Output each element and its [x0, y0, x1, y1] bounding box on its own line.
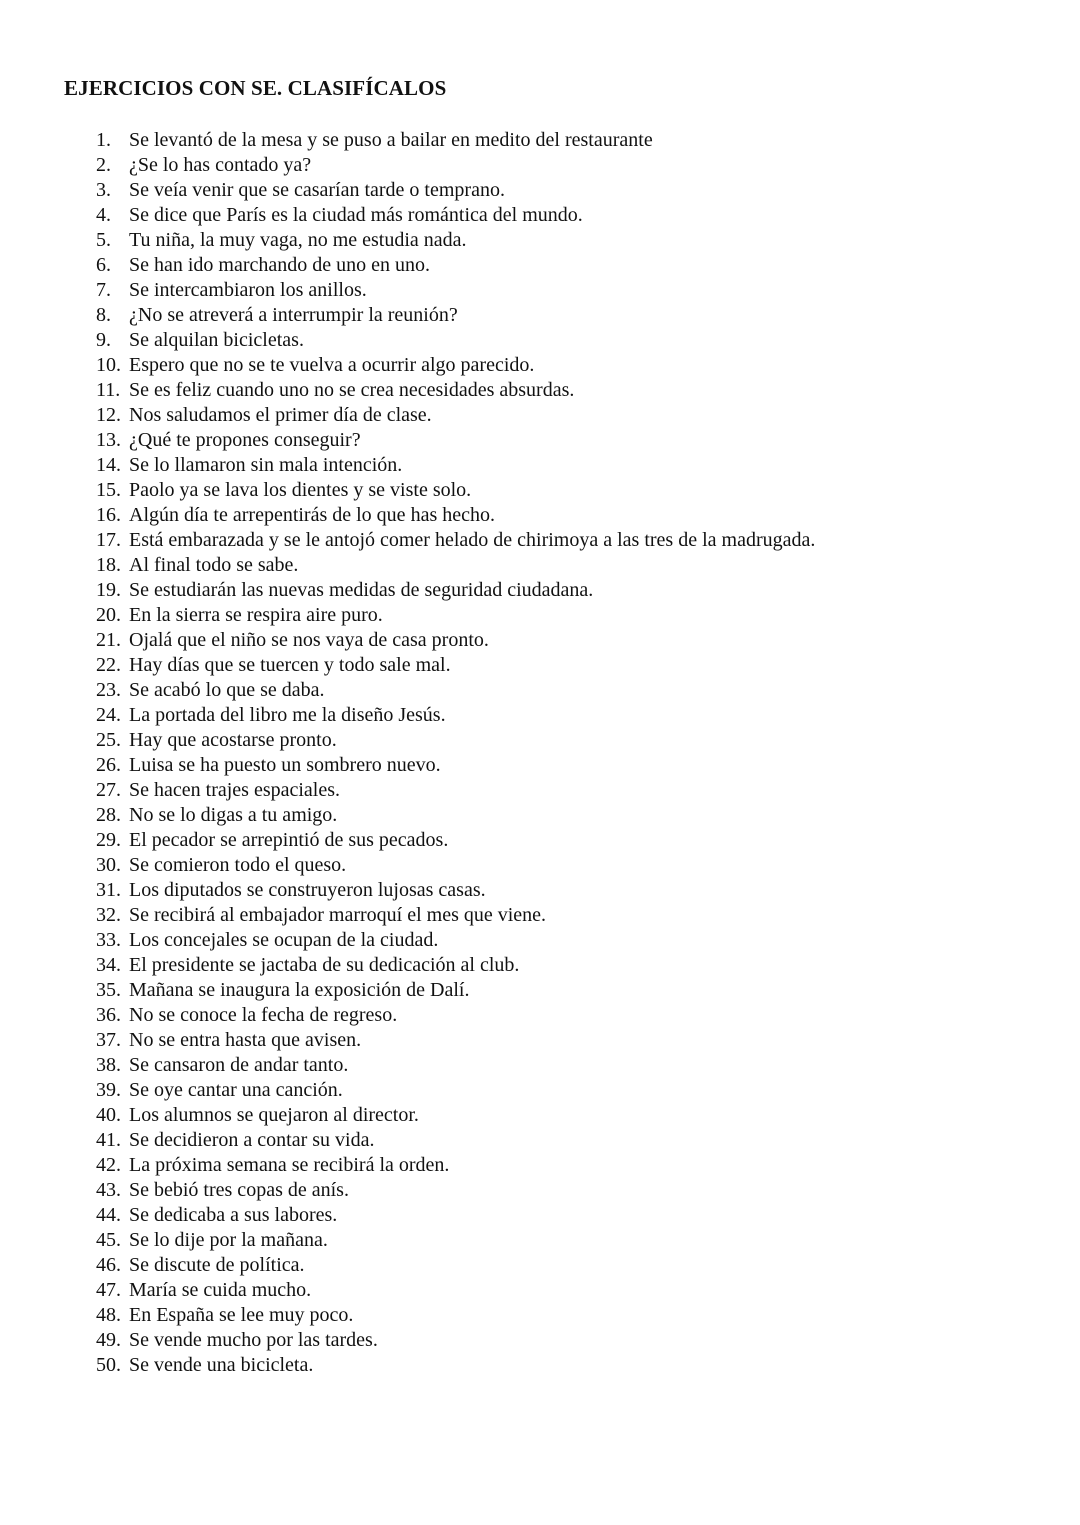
item-number: 41.: [96, 1129, 121, 1151]
list-item: [96, 1353, 815, 1378]
item-number: 39.: [96, 1079, 121, 1101]
list-item: [96, 1128, 815, 1153]
list-item: [96, 453, 815, 478]
item-number: 25.: [96, 729, 121, 751]
item-number: 48.: [96, 1304, 121, 1326]
list-item: [96, 553, 815, 578]
item-number: 29.: [96, 829, 121, 851]
list-item: [96, 828, 815, 853]
item-text: Se alquilan bicicletas.: [129, 329, 304, 351]
item-number: 28.: [96, 804, 121, 826]
item-number: 15.: [96, 479, 121, 501]
item-text: Los alumnos se quejaron al director.: [129, 1104, 419, 1126]
item-text: Se hacen trajes espaciales.: [129, 779, 341, 801]
list-item: [96, 528, 815, 553]
item-number: 37.: [96, 1029, 121, 1051]
list-item: [96, 1203, 815, 1228]
item-text: Se lo llamaron sin mala intención.: [129, 454, 403, 476]
item-text: Se veía venir que se casarían tarde o temprano.: [129, 179, 505, 201]
item-text: Se bebió tres copas de anís.: [129, 1179, 349, 1201]
list-item: [96, 853, 815, 878]
item-text: Al final todo se sabe.: [129, 554, 299, 576]
item-number: 19.: [96, 579, 121, 601]
list-item: [96, 728, 815, 753]
list-item: [96, 403, 815, 428]
item-text: La próxima semana se recibirá la orden.: [129, 1154, 450, 1176]
item-number: 34.: [96, 954, 121, 976]
list-item: [96, 903, 815, 928]
list-item: [96, 628, 815, 653]
item-number: 10.: [96, 354, 121, 376]
item-number: 43.: [96, 1179, 121, 1201]
item-text: Paolo ya se lava los dientes y se viste solo.: [129, 479, 472, 501]
item-number: 22.: [96, 654, 121, 676]
list-item: [96, 1278, 815, 1303]
item-text: ¿Se lo has contado ya?: [129, 154, 312, 176]
list-item: [96, 1003, 815, 1028]
list-item: [96, 1178, 815, 1203]
list-item: [96, 1078, 815, 1103]
list-item: [96, 703, 815, 728]
item-number: 32.: [96, 904, 121, 926]
item-text: Se dedicaba a sus labores.: [129, 1204, 338, 1226]
item-number: 44.: [96, 1204, 121, 1226]
item-text: Está embarazada y se le antojó comer helado de chirimoya a las tres de la madrugada.: [129, 529, 816, 551]
item-number: 38.: [96, 1054, 121, 1076]
item-text: Luisa se ha puesto un sombrero nuevo.: [129, 754, 441, 776]
item-number: 21.: [96, 629, 121, 651]
list-item: [96, 253, 815, 278]
list-item: [96, 128, 815, 153]
item-text: Se es feliz cuando uno no se crea necesidades absurdas.: [129, 379, 575, 401]
item-number: 36.: [96, 1004, 121, 1026]
item-number: 4.: [96, 204, 111, 226]
item-number: 42.: [96, 1154, 121, 1176]
item-number: 6.: [96, 254, 111, 276]
item-text: Mañana se inaugura la exposición de Dalí.: [129, 979, 470, 1001]
item-number: 46.: [96, 1254, 121, 1276]
item-number: 9.: [96, 329, 111, 351]
item-text: En España se lee muy poco.: [129, 1304, 354, 1326]
item-text: Se intercambiaron los anillos.: [129, 279, 367, 301]
item-number: 33.: [96, 929, 121, 951]
list-item: [96, 1103, 815, 1128]
item-text: Espero que no se te vuelva a ocurrir algo parecido.: [129, 354, 535, 376]
list-item: [96, 753, 815, 778]
item-text: Se decidieron a contar su vida.: [129, 1129, 375, 1151]
item-text: Se comieron todo el queso.: [129, 854, 347, 876]
list-item: [96, 228, 815, 253]
list-item: [96, 278, 815, 303]
item-number: 35.: [96, 979, 121, 1001]
item-number: 2.: [96, 154, 111, 176]
item-text: No se entra hasta que avisen.: [129, 1029, 362, 1051]
item-number: 27.: [96, 779, 121, 801]
item-text: Algún día te arrepentirás de lo que has hecho.: [129, 504, 495, 526]
item-text: Se han ido marchando de uno en uno.: [129, 254, 431, 276]
list-item: [96, 603, 815, 628]
item-number: 23.: [96, 679, 121, 701]
list-item: [96, 878, 815, 903]
item-number: 40.: [96, 1104, 121, 1126]
item-number: 16.: [96, 504, 121, 526]
list-item: [96, 978, 815, 1003]
item-text: Se recibirá al embajador marroquí el mes que viene.: [129, 904, 547, 926]
list-item: [96, 928, 815, 953]
item-number: 11.: [96, 379, 121, 401]
item-number: 50.: [96, 1354, 121, 1376]
list-item: [96, 428, 815, 453]
item-text: ¿No se atreverá a interrumpir la reunión?: [129, 304, 458, 326]
item-text: Ojalá que el niño se nos vaya de casa pronto.: [129, 629, 489, 651]
list-item: [96, 378, 815, 403]
list-item: [96, 578, 815, 603]
item-text: La portada del libro me la diseño Jesús.: [129, 704, 446, 726]
list-item: [96, 953, 815, 978]
list-item: [96, 778, 815, 803]
list-item: [96, 328, 815, 353]
item-number: 7.: [96, 279, 111, 301]
item-text: Se discute de política.: [129, 1254, 305, 1276]
document-title: EJERCICIOS CON SE. CLASIFÍCALOS: [64, 76, 447, 100]
item-text: Hay que acostarse pronto.: [129, 729, 337, 751]
item-number: 3.: [96, 179, 111, 201]
item-text: Se lo dije por la mañana.: [129, 1229, 328, 1251]
item-text: Tu niña, la muy vaga, no me estudia nada.: [129, 229, 467, 251]
list-item: [96, 1028, 815, 1053]
list-item: [96, 678, 815, 703]
item-number: 20.: [96, 604, 121, 626]
item-number: 14.: [96, 454, 121, 476]
item-text: En la sierra se respira aire puro.: [129, 604, 383, 626]
item-number: 5.: [96, 229, 111, 251]
list-item: [96, 353, 815, 378]
list-item: [96, 1328, 815, 1353]
item-text: Los concejales se ocupan de la ciudad.: [129, 929, 439, 951]
item-number: 8.: [96, 304, 111, 326]
item-text: Se acabó lo que se daba.: [129, 679, 325, 701]
list-item: [96, 1228, 815, 1253]
list-item: [96, 153, 815, 178]
item-text: María se cuida mucho.: [129, 1279, 312, 1301]
item-number: 1.: [96, 129, 111, 151]
item-number: 18.: [96, 554, 121, 576]
list-item: [96, 178, 815, 203]
item-text: Los diputados se construyeron lujosas casas.: [129, 879, 486, 901]
item-text: El pecador se arrepintió de sus pecados.: [129, 829, 449, 851]
item-text: El presidente se jactaba de su dedicación al club.: [129, 954, 520, 976]
list-item: [96, 1253, 815, 1278]
item-text: Se dice que París es la ciudad más romántica del mundo.: [129, 204, 583, 226]
item-number: 13.: [96, 429, 121, 451]
item-text: Se estudiarán las nuevas medidas de seguridad ciudadana.: [129, 579, 594, 601]
item-number: 31.: [96, 879, 121, 901]
list-item: [96, 478, 815, 503]
item-number: 45.: [96, 1229, 121, 1251]
list-item: [96, 1053, 815, 1078]
item-text: No se lo digas a tu amigo.: [129, 804, 338, 826]
item-number: 24.: [96, 704, 121, 726]
item-text: Se vende una bicicleta.: [129, 1354, 314, 1376]
item-number: 17.: [96, 529, 121, 551]
exercise-list: [96, 128, 815, 1378]
item-text: No se conoce la fecha de regreso.: [129, 1004, 398, 1026]
list-item: [96, 1303, 815, 1328]
item-text: Se levantó de la mesa y se puso a bailar en medito del restaurante: [129, 129, 653, 151]
item-number: 30.: [96, 854, 121, 876]
item-number: 12.: [96, 404, 121, 426]
list-item: [96, 803, 815, 828]
list-item: [96, 503, 815, 528]
item-text: Nos saludamos el primer día de clase.: [129, 404, 432, 426]
list-item: [96, 203, 815, 228]
item-text: Se vende mucho por las tardes.: [129, 1329, 378, 1351]
item-number: 47.: [96, 1279, 121, 1301]
item-text: Se cansaron de andar tanto.: [129, 1054, 349, 1076]
list-item: [96, 653, 815, 678]
list-item: [96, 1153, 815, 1178]
item-text: ¿Qué te propones conseguir?: [129, 429, 361, 451]
item-text: Hay días que se tuercen y todo sale mal.: [129, 654, 451, 676]
item-number: 49.: [96, 1329, 121, 1351]
item-number: 26.: [96, 754, 121, 776]
item-text: Se oye cantar una canción.: [129, 1079, 343, 1101]
list-item: [96, 303, 815, 328]
